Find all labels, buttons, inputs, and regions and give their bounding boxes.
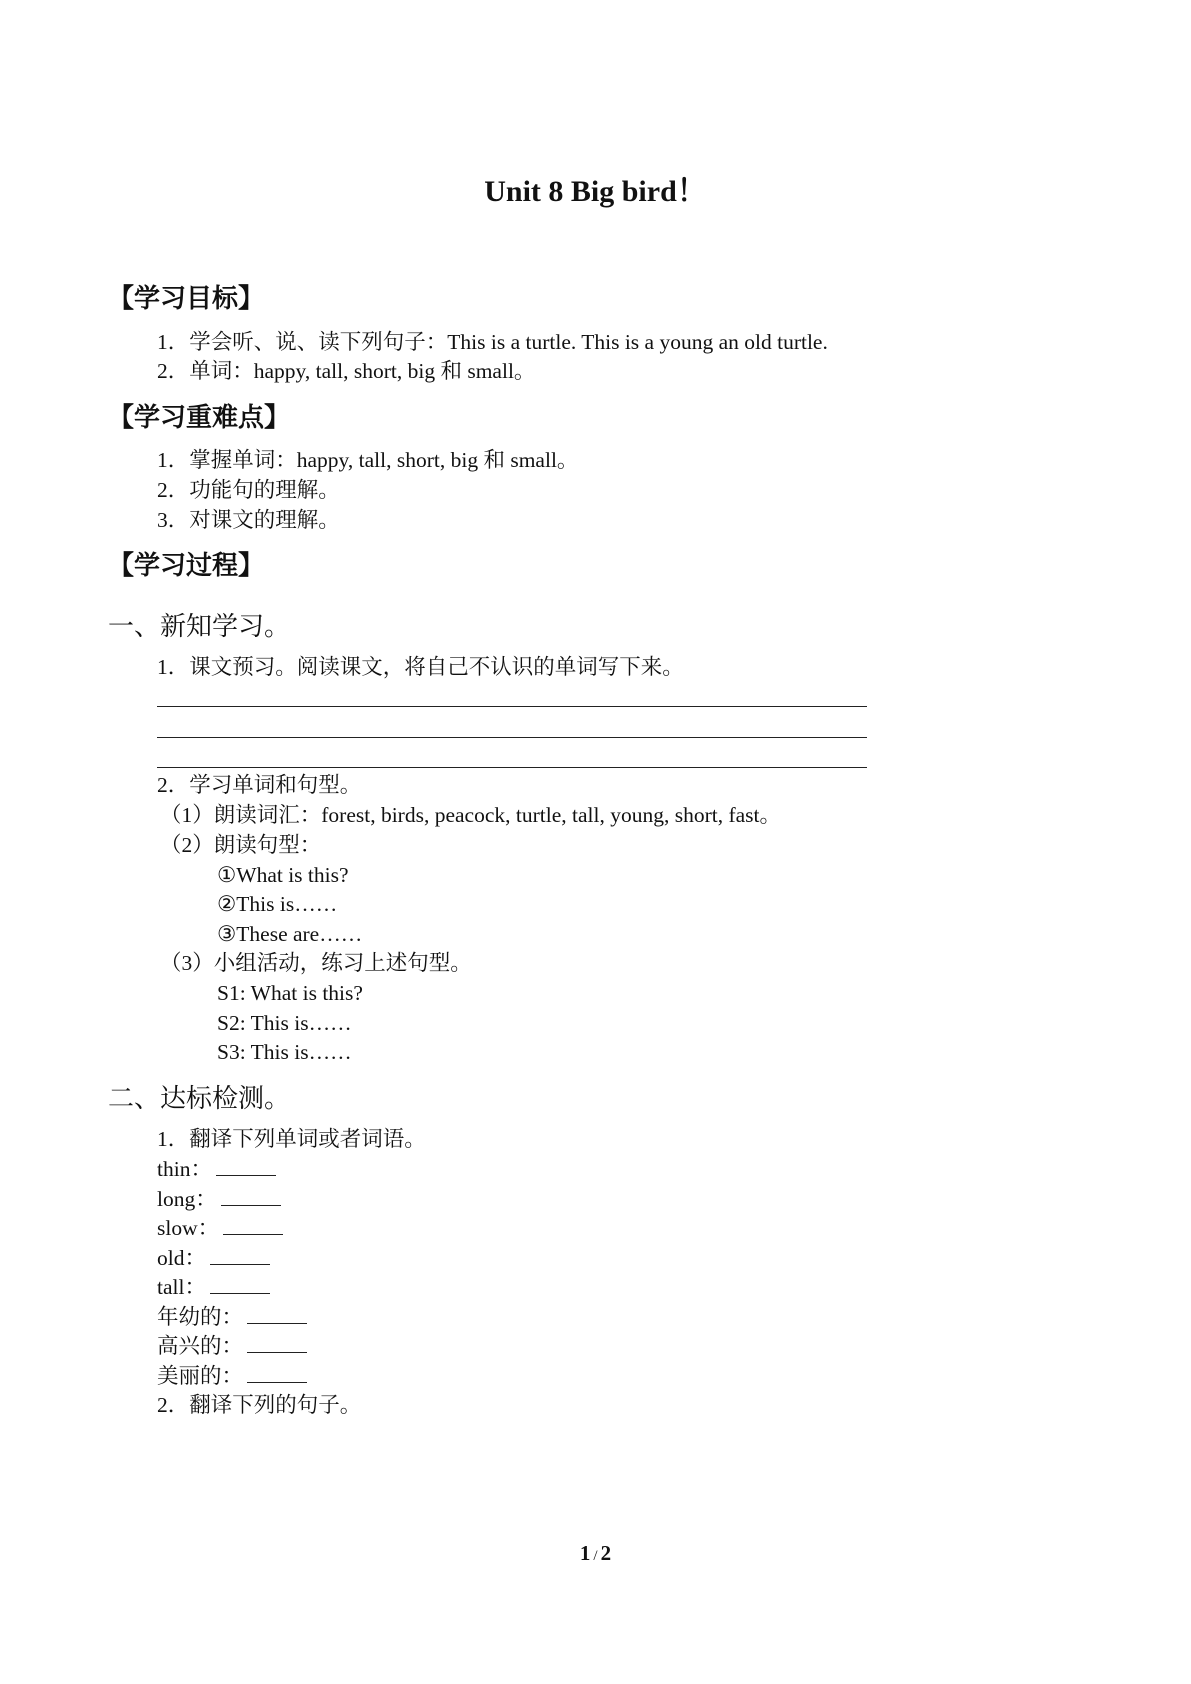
part1-heading: 一、新知学习。 [108,612,291,642]
pattern-item: ③These are…… [217,922,363,946]
answer-blank[interactable] [247,1303,307,1324]
word-label: long： [157,1187,217,1211]
word-item [157,1331,307,1361]
word-label: 年幼的： [157,1305,244,1329]
word-item [157,1302,307,1332]
answer-blank[interactable] [221,1185,281,1206]
word-label: 高兴的： [157,1334,244,1358]
word-item [157,1184,281,1214]
pattern-item: ①What is this? [217,863,349,887]
dialogue-line: S3: This is…… [217,1040,352,1064]
task1-text: 1．课文预习。阅读课文，将自己不认识的单词写下来。 [157,655,684,679]
total-pages: 2 [600,1541,612,1565]
key-point-item: 2．功能句的理解。 [157,478,340,502]
answer-blank[interactable] [247,1332,307,1353]
pattern-read: （2）朗读句型： [160,833,322,857]
answer-line[interactable] [157,737,867,738]
word-label: 美丽的： [157,1364,244,1388]
translate-words-task: 1．翻译下列单词或者词语。 [157,1127,426,1151]
word-item [157,1154,276,1184]
answer-blank[interactable] [210,1244,270,1265]
current-page: 1 [579,1541,591,1565]
page-number [0,1538,1191,1571]
pattern-item: ②This is…… [217,892,338,916]
objective-item: 1．学会听、说、读下列句子：This is a turtle. This is a young an old turtle. [157,330,828,354]
process-heading: 【学习过程】 [108,551,265,581]
answer-line[interactable] [157,706,867,707]
word-item [157,1361,307,1391]
page-separator: / [593,1548,598,1564]
vocab-read: （1）朗读词汇：forest, birds, peacock, turtle, tall, young, short, fast。 [160,803,782,827]
answer-blank[interactable] [216,1155,276,1176]
answer-blank[interactable] [247,1362,307,1383]
translate-sentences-task: 2．翻译下列的句子。 [157,1393,362,1417]
word-label: slow： [157,1216,220,1240]
word-label: old： [157,1246,206,1270]
objective-item: 2．单词：happy, tall, short, big 和 small。 [157,359,536,383]
word-item [157,1272,270,1302]
objectives-heading: 【学习目标】 [108,284,265,314]
key-points-heading: 【学习重难点】 [108,403,291,433]
word-item [157,1243,270,1273]
dialogue-line: S1: What is this? [217,981,363,1005]
word-item [157,1213,283,1243]
group-activity: （3）小组活动，练习上述句型。 [160,951,472,975]
answer-line[interactable] [157,767,867,768]
answer-blank[interactable] [223,1214,283,1235]
dialogue-line: S2: This is…… [217,1011,352,1035]
page-title: Unit 8 Big bird！ [484,175,707,208]
answer-blank[interactable] [210,1273,270,1294]
task2-text: 2．学习单词和句型。 [157,773,362,797]
word-label: tall： [157,1275,206,1299]
part2-heading: 二、达标检测。 [108,1084,291,1114]
key-point-item: 1．掌握单词：happy, tall, short, big 和 small。 [157,448,579,472]
word-label: thin： [157,1157,212,1181]
key-point-item: 3．对课文的理解。 [157,508,340,532]
